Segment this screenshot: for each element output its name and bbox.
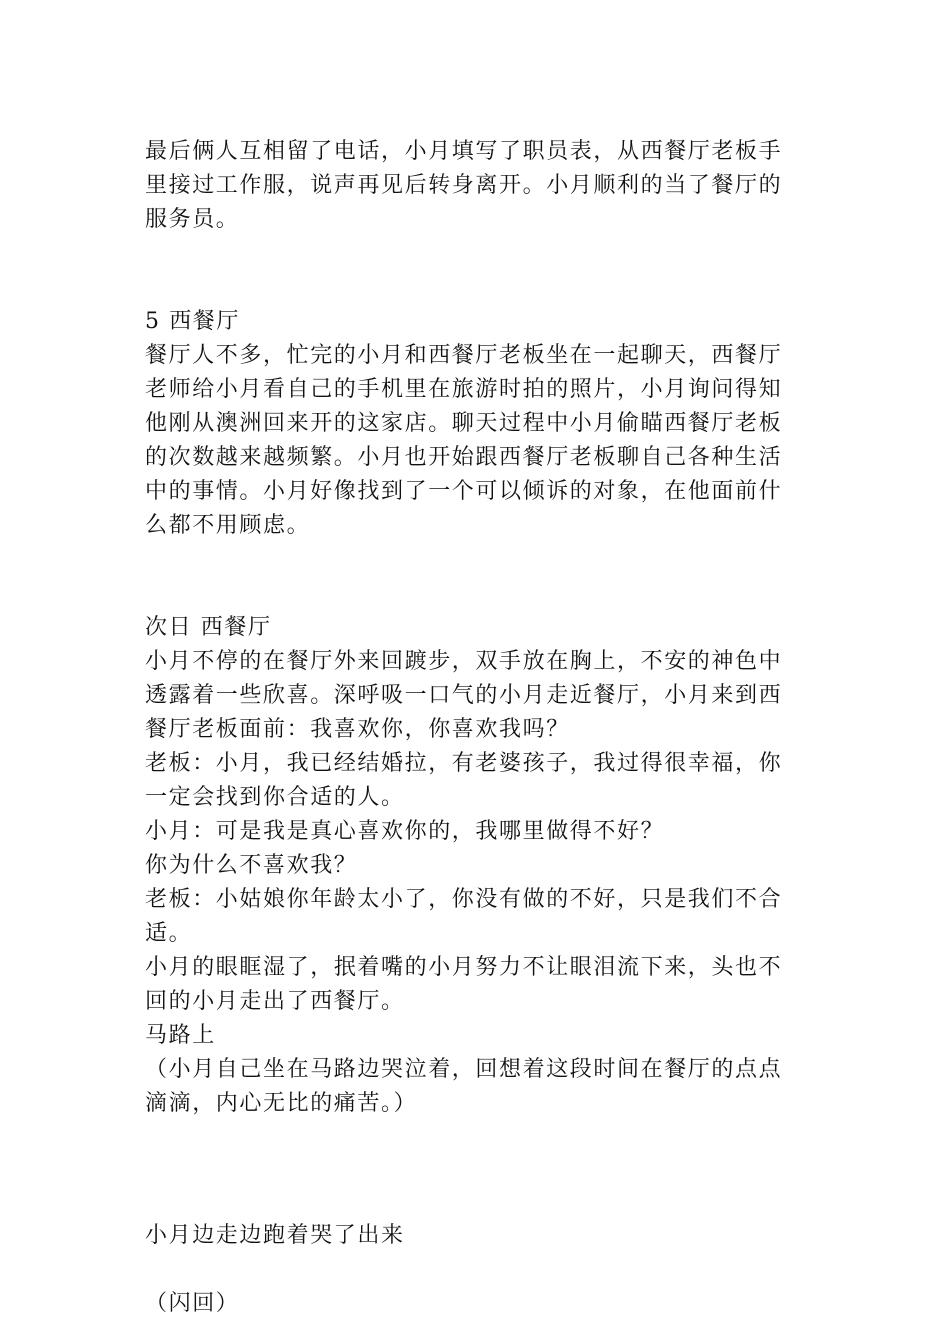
paragraph-spacer — [145, 543, 810, 611]
paragraph-spacer — [145, 1253, 810, 1287]
paragraph-line: 回的小月走出了西餐厅。 — [145, 989, 405, 1014]
paragraph-line: 小月边走边跑着哭了出来 — [145, 1223, 405, 1248]
paragraph-line: （闪回） — [145, 1291, 240, 1316]
paragraph-spacer — [145, 1121, 810, 1219]
paragraph-line: 么都不用顾虑。 — [145, 513, 311, 538]
paragraph-line: 小月的眼眶湿了，抿着嘴的小月努力不让眼泪流下来，头也不 — [145, 955, 783, 980]
paragraph-line: 老师给小月看自己的手机里在旅游时拍的照片，小月询问得知 — [145, 377, 783, 402]
paragraph-line: 餐厅老板面前：我喜欢你，你喜欢我吗？ — [145, 717, 570, 742]
paragraph-line: 最后俩人互相留了电话，小月填写了职员表，从西餐厅老板手 — [145, 139, 783, 164]
paragraph-line: 中的事情。小月好像找到了一个可以倾诉的对象，在他面前什 — [145, 479, 783, 504]
dialogue-line: 适。 — [145, 921, 193, 946]
dialogue-line: 老板：小姑娘你年龄太小了，你没有做的不好，只是我们不合 — [145, 887, 783, 912]
paragraph-line: 的次数越来越频繁。小月也开始跟西餐厅老板聊自己各种生活 — [145, 445, 783, 470]
paragraph-spacer — [145, 237, 810, 305]
dialogue-line: 你为什么不喜欢我？ — [145, 853, 358, 878]
dialogue-line: 一定会找到你合适的人。 — [145, 785, 405, 810]
paragraph-line: 透露着一些欣喜。深呼吸一口气的小月走近餐厅，小月来到西 — [145, 683, 783, 708]
paragraph-line: 服务员。 — [145, 207, 240, 232]
paragraph-line: 滴滴，内心无比的痛苦。） — [145, 1091, 418, 1116]
paragraph-line: （小月自己坐在马路边哭泣着，回想着这段时间在餐厅的点点 — [145, 1057, 783, 1082]
scene-heading: 次日 西餐厅 — [145, 615, 272, 640]
script-text-body — [145, 135, 810, 1321]
scene-heading: 马路上 — [145, 1023, 216, 1048]
paragraph-line: 小月不停的在餐厅外来回踱步，双手放在胸上，不安的神色中 — [145, 649, 783, 674]
paragraph-line: 里接过工作服，说声再见后转身离开。小月顺利的当了餐厅的 — [145, 173, 783, 198]
scene-heading: 5 西餐厅 — [145, 309, 240, 334]
paragraph-line: 餐厅人不多，忙完的小月和西餐厅老板坐在一起聊天，西餐厅 — [145, 343, 783, 368]
paragraph-line: 他刚从澳洲回来开的这家店。聊天过程中小月偷瞄西餐厅老板 — [145, 411, 783, 436]
dialogue-line: 小月：可是我是真心喜欢你的，我哪里做得不好？ — [145, 819, 665, 844]
dialogue-line: 老板：小月，我已经结婚拉，有老婆孩子，我过得很幸福，你 — [145, 751, 783, 776]
